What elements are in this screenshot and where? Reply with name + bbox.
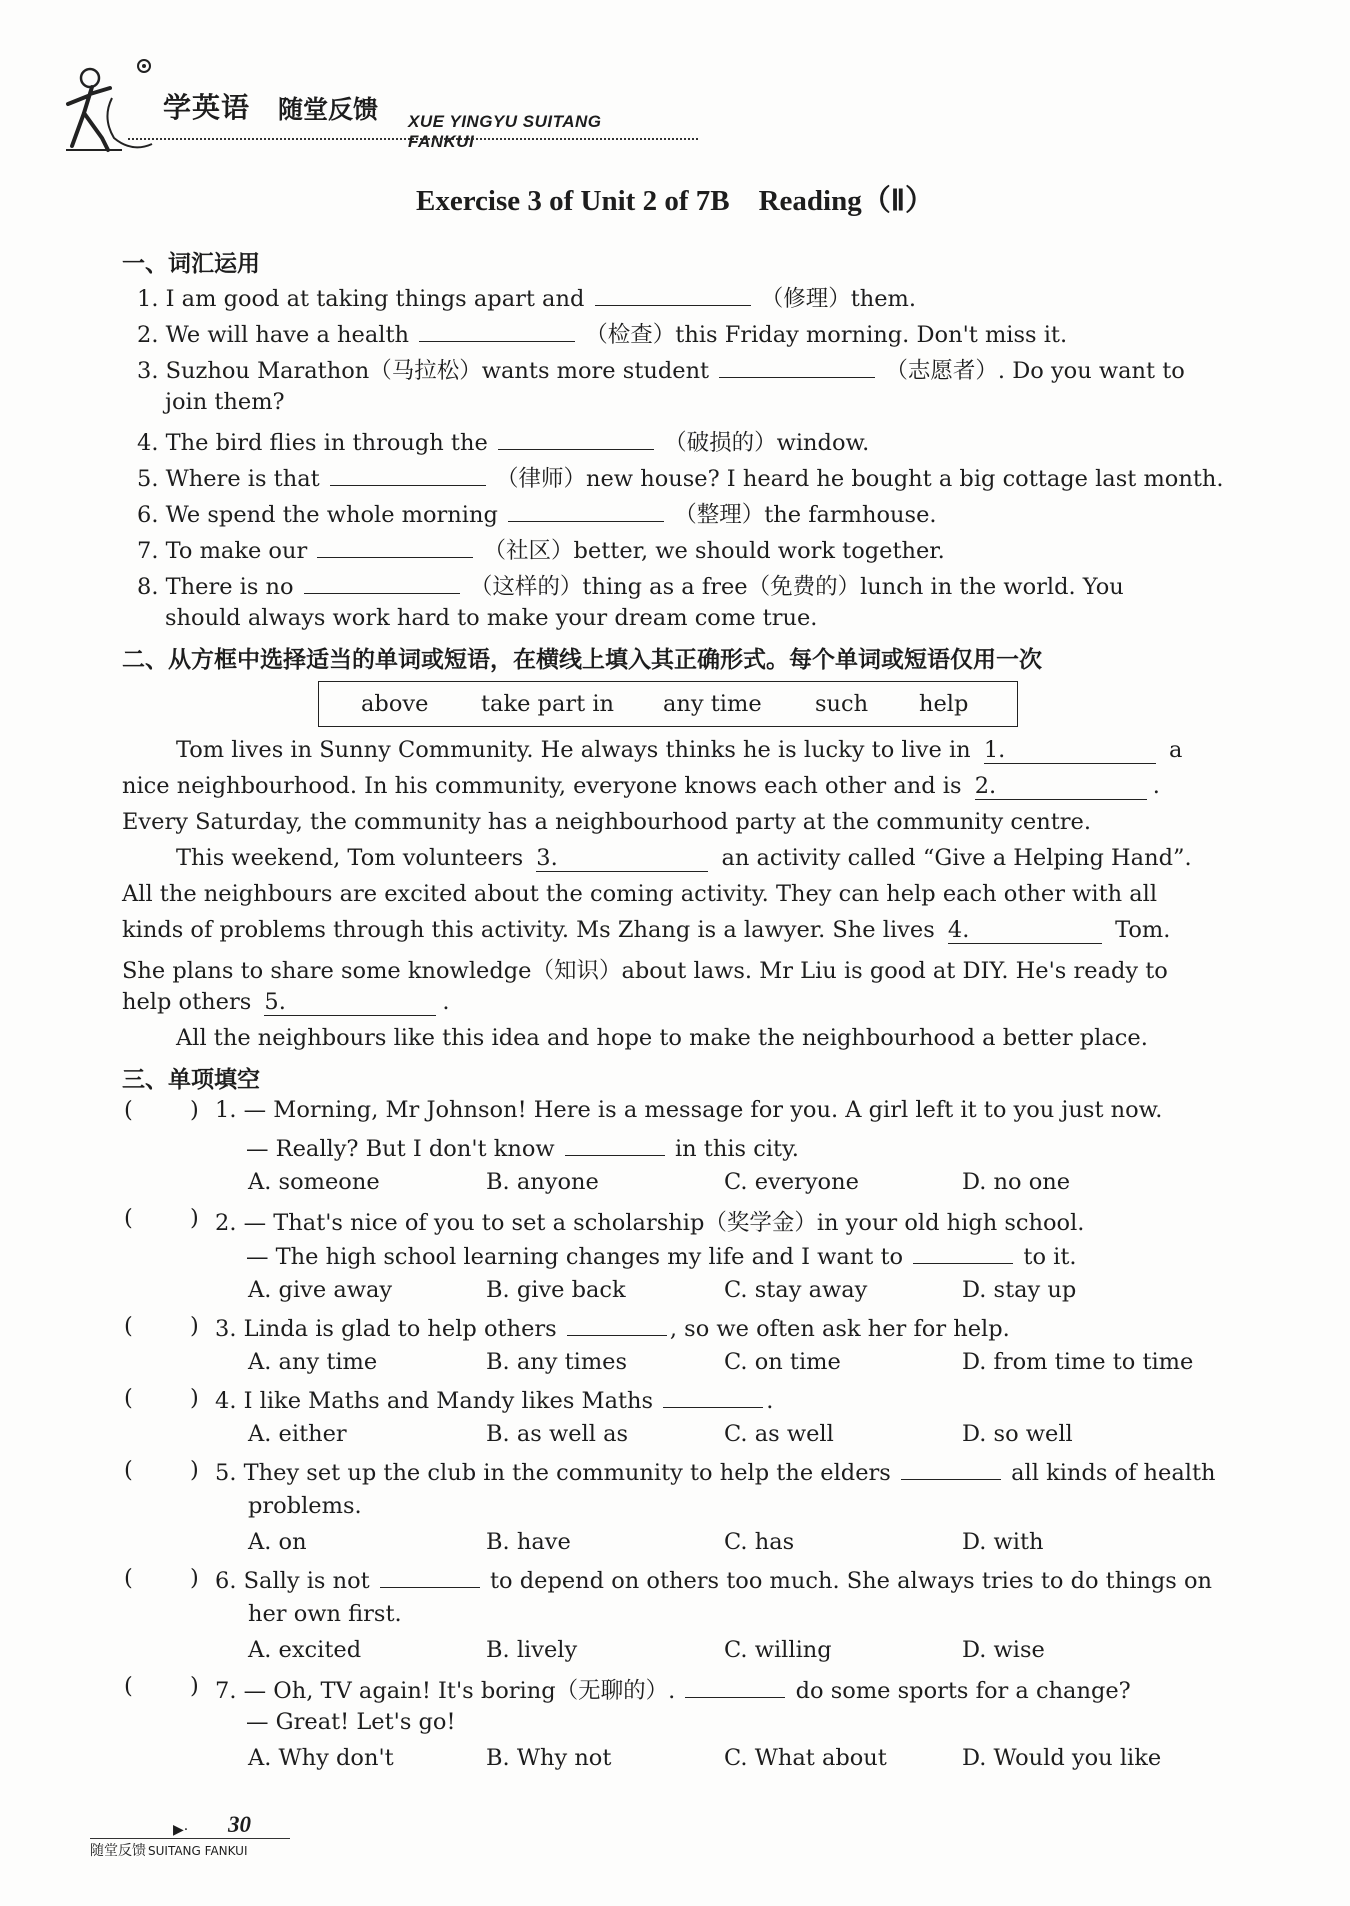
answer-blank[interactable] — [419, 319, 575, 342]
option-c[interactable]: C. stay away — [724, 1277, 868, 1303]
vocab-item-5: 5. Where is that （律师）new house? I heard he bought a big cottage last month. — [137, 461, 1224, 493]
passage-blank-2[interactable]: 2. — [975, 773, 1147, 800]
worksheet-page: 学英语 随堂反馈 XUE YINGYU SUITANG FANKUI Exercise 3 of Unit 2 of 7B Reading（Ⅱ） 一、词汇运用 1. I am good at taking things apart and （修理）them. 2. We will have a health （检查）this Friday morning. Don't miss it. 3. Suzhou Marathon（马拉松）wants more student （志愿者）. Do you want to join them? 4. The bird flies in through the （破损的）window. 5. Where is that （律师）new house? I heard he bought a big cottage last month. 6. We spend the whole morning （整理）the farmhouse. 7. To make our （社区）better, we should work together. 8. There is no （这样的）thing as a free（免费的）lunch in the world. You should always work hard to make your dream come true. 二、从方框中选择适当的单词或短语，在横线上填入其正确形式。每个单词或短语仅用一次 above take part in any time such help Tom lives in Sunny Community. He always thinks he is lucky to live in 1. a nice neighbourhood. In his community, everyone knows each other and is 2. . Every Saturday, the community has a neighbourhood party at the community centre. This weekend, Tom volunteers 3. an activity called “Give a Helping Hand”. All the neighbours are excited about the coming activity. They can help each other with all kinds of problems through this activity. Ms Zhang is a lawyer. She lives 4. Tom. She plans to share some knowledge（知识）about laws. Mr Liu is good at DIY. He's ready to help others 5. . All the neighbours like this idea and hope to make the neighbourhood a better place. 三、单项填空 ( ) 1. — Morning, Mr Johnson! Here is a message for you. A girl left it to you just now. — Really? But I don't know in this city. A. someone B. anyone C. everyone D. no one ( ) 2. — That's nice of you to set a scholarship（奖学金）in your old high school. — The high school learning changes my life and I want to to it. A. give away B. give back C. stay away D. stay up ( ) 3. Linda is glad to help others , so we often ask her for help. A. any time B. any times C. on time D. from time to time ( ) 4. I like Maths and Mandy likes Maths . A. either B. as well as C. as well D. so well ( ) 5. They set up the club in the community to help the elders all kinds of health problems. A. on B. have C. has D. with ( ) 6. Sally is not to depend on others too much. She always tries to do things on her own first. A. excited B. lively C. willing D. wise ( ) 7. — Oh, TV again! It's boring（无聊的）. do some sports for a change? — Great! Let's go! A. Why don't B. Why not C. What about D. Would you like ▶· 30 随堂反馈 SUITANG FANKUI — [0, 0, 1350, 1906]
header-pinyin: XUE YINGYU SUITANG FANKUI — [408, 112, 602, 151]
word-option: above — [361, 691, 429, 717]
mcq-4: 4. I like Maths and Mandy likes Maths . — [215, 1385, 773, 1414]
answer-paren[interactable] — [144, 1671, 184, 1699]
answer-blank[interactable] — [663, 1385, 763, 1408]
answer-paren[interactable] — [144, 1455, 184, 1483]
header-title: 学英语 — [163, 91, 251, 124]
option-a[interactable]: A. any time — [248, 1349, 378, 1375]
vocab-item-3: 3. Suzhou Marathon（马拉松）wants more student （志愿者）. Do you want to — [137, 353, 1185, 385]
option-a[interactable]: A. excited — [248, 1637, 362, 1663]
header-subtitle: 随堂反馈 — [278, 95, 379, 124]
vocab-item-1: 1. I am good at taking things apart and （修理）them. — [137, 281, 916, 313]
mcq-7: 7. — Oh, TV again! It's boring（无聊的）. do some sports for a change? — [215, 1673, 1131, 1705]
passage-line: This weekend, Tom volunteers 3. an activity called “Give a Helping Hand”. — [176, 845, 1192, 871]
option-c[interactable]: C. willing — [724, 1637, 832, 1663]
answer-blank[interactable] — [913, 1241, 1013, 1264]
vocab-item-6: 6. We spend the whole morning （整理）the farmhouse. — [137, 497, 937, 529]
option-b[interactable]: B. any times — [486, 1349, 628, 1375]
answer-blank[interactable] — [508, 499, 664, 522]
answer-blank[interactable] — [901, 1457, 1001, 1480]
answer-blank[interactable] — [685, 1675, 785, 1698]
book-header — [58, 52, 658, 152]
mcq-6-line2: her own first. — [248, 1601, 402, 1627]
vocab-item-3-cont: join them? — [165, 389, 285, 415]
word-option: any time — [663, 691, 762, 717]
section1-heading: 一、词汇运用 — [122, 251, 260, 277]
answer-paren[interactable] — [144, 1203, 184, 1231]
answer-blank[interactable] — [565, 1133, 665, 1156]
option-a[interactable]: A. on — [248, 1529, 307, 1555]
option-b[interactable]: B. anyone — [486, 1169, 599, 1195]
mcq-3: 3. Linda is glad to help others , so we often ask her for help. — [215, 1313, 1010, 1342]
vocab-item-8-cont: should always work hard to make your dream come true. — [165, 605, 818, 631]
mcq-1: 1. — Morning, Mr Johnson! Here is a message for you. A girl left it to you just now. — [215, 1097, 1163, 1123]
mcq-5-line2: problems. — [248, 1493, 362, 1519]
mcq-2-line2: — The high school learning changes my life and I want to to it. — [246, 1241, 1077, 1270]
answer-blank[interactable] — [719, 355, 875, 378]
word-option: take part in — [481, 691, 615, 717]
word-option: such — [815, 691, 869, 717]
option-d[interactable]: D. Would you like — [962, 1745, 1162, 1771]
passage-line: Tom lives in Sunny Community. He always thinks he is lucky to live in 1. a — [176, 737, 1183, 763]
page-arrow-icon: ▶· — [173, 1822, 189, 1838]
answer-blank[interactable] — [380, 1565, 480, 1588]
passage-line: nice neighbourhood. In his community, everyone knows each other and is 2. . — [122, 773, 1160, 799]
passage-line: All the neighbours are excited about the coming activity. They can help each other with all — [122, 881, 1158, 907]
section3-heading: 三、单项填空 — [122, 1067, 260, 1093]
option-d[interactable]: D. with — [962, 1529, 1044, 1555]
word-box — [318, 681, 1018, 727]
answer-paren[interactable] — [144, 1383, 184, 1411]
option-b[interactable]: B. Why not — [486, 1745, 612, 1771]
page-number: 30 — [228, 1812, 251, 1837]
option-d[interactable]: D. wise — [962, 1637, 1045, 1663]
vocab-item-2: 2. We will have a health （检查）this Friday morning. Don't miss it. — [137, 317, 1067, 349]
passage-blank-3[interactable]: 3. — [536, 845, 708, 872]
option-a[interactable]: A. give away — [248, 1277, 393, 1303]
option-a[interactable]: A. either — [248, 1421, 347, 1447]
footer-divider — [90, 1838, 290, 1839]
option-b[interactable]: B. lively — [486, 1637, 578, 1663]
vocab-item-8: 8. There is no （这样的）thing as a free（免费的）lunch in the world. You — [137, 569, 1124, 601]
mcq-5: 5. They set up the club in the community to help the elders all kinds of health — [215, 1457, 1216, 1486]
option-b[interactable]: B. as well as — [486, 1421, 629, 1447]
option-a[interactable]: A. Why don't — [248, 1745, 394, 1771]
answer-blank[interactable] — [567, 1313, 667, 1336]
option-c[interactable]: C. has — [724, 1529, 795, 1555]
answer-blank[interactable] — [498, 427, 654, 450]
option-b[interactable]: B. give back — [486, 1277, 626, 1303]
passage-line: All the neighbours like this idea and hope to make the neighbourhood a better place. — [176, 1025, 1148, 1051]
answer-paren[interactable] — [144, 1095, 184, 1123]
option-c[interactable]: C. What about — [724, 1745, 887, 1771]
answer-blank[interactable] — [595, 283, 751, 306]
answer-blank[interactable] — [330, 463, 486, 486]
vocab-item-7: 7. To make our （社区）better, we should work together. — [137, 533, 945, 565]
section2-heading: 二、从方框中选择适当的单词或短语，在横线上填入其正确形式。每个单词或短语仅用一次 — [122, 647, 1042, 673]
word-option: help — [919, 691, 969, 717]
answer-blank[interactable] — [304, 571, 460, 594]
footer-label: 随堂反馈 SUITANG FANKUI — [90, 1843, 248, 1859]
option-b[interactable]: B. have — [486, 1529, 571, 1555]
passage-blank-4[interactable]: 4. — [948, 917, 1102, 944]
answer-blank[interactable] — [317, 535, 473, 558]
mcq-7-line2: — Great! Let's go! — [246, 1709, 456, 1735]
vocab-item-4: 4. The bird flies in through the （破损的）window. — [137, 425, 869, 457]
option-a[interactable]: A. someone — [248, 1169, 380, 1195]
passage-line: kinds of problems through this activity. Ms Zhang is a lawyer. She lives 4. Tom. — [122, 917, 1171, 943]
answer-paren[interactable] — [144, 1563, 184, 1591]
passage-line: Every Saturday, the community has a neighbourhood party at the community centre. — [122, 809, 1091, 835]
mcq-2: 2. — That's nice of you to set a scholarship（奖学金）in your old high school. — [215, 1210, 1085, 1236]
option-c[interactable]: C. everyone — [724, 1169, 859, 1195]
passage-line: She plans to share some knowledge（知识）about laws. Mr Liu is good at DIY. He's ready to — [122, 958, 1168, 984]
option-c[interactable]: C. on time — [724, 1349, 841, 1375]
option-d[interactable]: D. so well — [962, 1421, 1073, 1447]
option-c[interactable]: C. as well — [724, 1421, 834, 1447]
option-d[interactable]: D. from time to time — [962, 1349, 1194, 1375]
mcq-6: 6. Sally is not to depend on others too much. She always tries to do things on — [215, 1565, 1212, 1594]
mcq-1-line2: — Really? But I don't know in this city. — [246, 1133, 799, 1162]
exercise-title: Exercise 3 of Unit 2 of 7B Reading（Ⅱ） — [416, 185, 934, 217]
answer-paren[interactable] — [144, 1311, 184, 1339]
passage-blank-1[interactable]: 1. — [984, 737, 1156, 764]
passage-line: help others 5. . — [122, 989, 450, 1015]
header-divider — [128, 138, 698, 140]
option-d[interactable]: D. stay up — [962, 1277, 1077, 1303]
passage-blank-5[interactable]: 5. — [264, 989, 436, 1016]
option-d[interactable]: D. no one — [962, 1169, 1071, 1195]
